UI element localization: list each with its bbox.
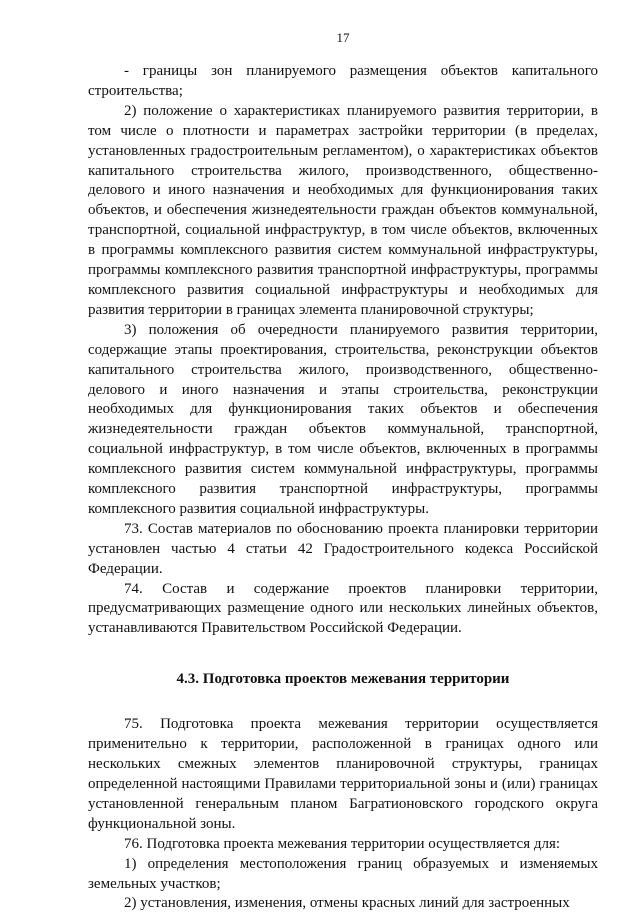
- paragraph-74: 74. Состав и содержание проектов планировки территории, предусматривающих размещение одного или нескольких линейных объектов, устанавливаются Правительством Российской Федерации.: [88, 580, 598, 637]
- paragraph-development-order: 3) положения об очередности планируемого развития территории, содержащие этапы проектирования, строительства, реконструкции объектов капитального строительства жилого, производственного, общественно-делового и иного назначения и этапы строительства, реконструкции необходимых для функционирования таких объектов и обеспечения жизнедеятельности граждан объектов коммунальной, транспортной, социальной инфраструктур, в том числе объектов, включенных в программы комплексного развития систем коммунальной инфраструктуры, программы комплексного развития транспортной инфраструктуры, программы комплексного развития социальной инфраструктуры.: [88, 321, 598, 517]
- page-number: 17: [336, 30, 350, 45]
- paragraph-zone-boundaries: - границы зон планируемого размещения объектов капитального строительства;: [88, 63, 598, 99]
- paragraph-76-item-2: 2) установления, изменения, отмены красных линий для застроенных: [124, 895, 570, 912]
- paragraph-75: 75. Подготовка проекта межевания территории осуществляется применительно к территории, расположенной в границах одного или нескольких смежных элементов планировочной структуры, границах определенной настоящими Правилами территориальной зоны и (или) границах установленной генеральным планом Багратионовского городского округа функциональной зоны.: [88, 716, 598, 832]
- document-body: [88, 62, 598, 914]
- paragraph-76-item-1: 1) определения местоположения границ образуемых и изменяемых земельных участков;: [88, 855, 598, 892]
- paragraph-development-characteristics: 2) положение о характеристиках планируемого развития территории, в том числе о плотности и параметрах застройки территории (в пределах, установленных градостроительным регламентом), о характеристиках объектов капитального строительства жилого, производственного, общественно-делового и иного назначения и необходимых для функционирования таких объектов, и обеспечения жизнедеятельности граждан объектов коммунальной, транспортной, социальной инфраструктур, в том числе объектов, включенных в программы комплексного развития систем коммунальной инфраструктуры, программы комплексного развития транспортной инфраструктуры, программы комплексного развития социальной инфраструктуры и необходимых для развития территории в границах элемента планировочной структуры;: [88, 102, 598, 318]
- paragraph-73: 73. Состав материалов по обоснованию проекта планировки территории установлен частью 4 статьи 42 Градостроительного кодекса Российской Федерации.: [88, 520, 598, 577]
- section-heading: 4.3. Подготовка проектов межевания территории: [176, 671, 510, 688]
- document-page: [88, 0, 598, 912]
- paragraph-76: 76. Подготовка проекта межевания территории осуществляется для:: [124, 835, 561, 852]
